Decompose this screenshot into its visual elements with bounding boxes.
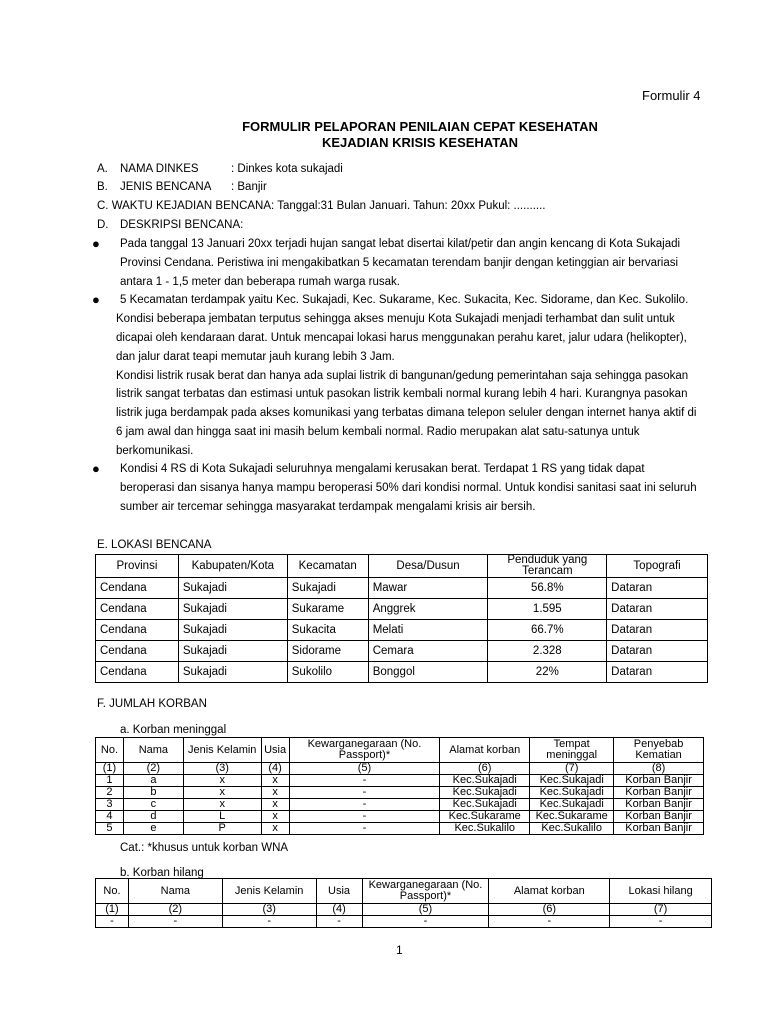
table-cell: 2 [96,787,124,799]
table-cell: - [289,775,440,787]
field-c-line: C. WAKTU KEJADIAN BENCANA: Tanggal:31 Bulan Januari. Tahun: 20xx Pukul: .......... [97,200,546,212]
table-header-row [96,555,708,578]
table-cell: Anggrek [368,599,488,620]
description-line: Pada tanggal 13 Januari 20xx terjadi hujan sangat lebat disertai kilat/petir dan angin kencang di Kota Sukajadi [120,238,681,250]
column-header: Nama [128,879,222,904]
korban-meninggal-label: a. Korban meninggal [120,724,227,736]
table-cell: Kec.Sukajadi [530,775,614,787]
table-row [96,641,708,662]
column-header: Tempat meninggal [530,738,614,763]
table-cell: (7) [530,763,614,775]
table-cell: b [123,787,183,799]
korban-hilang-table [95,878,712,928]
column-header: Usia [316,879,362,904]
table-cell: x [183,799,261,811]
column-header: Kewarganegaraan (No. Passport)* [289,738,440,763]
table-cell: Bonggol [368,662,488,683]
page-title: FORMULIR PELAPORAN PENILAIAN CEPAT KESEHATAN [242,119,598,134]
table-cell: Dataran [607,641,708,662]
description-line: 6 jam awal dan hingga saat ini masih belum kembali normal. Radio merupakan alat satu-satunya untuk [116,426,640,438]
korban-hilang-label: b. Korban hilang [120,867,204,879]
bullet-icon: ● [92,292,100,307]
section-heading-lokasi: E. LOKASI BENCANA [97,539,212,551]
table-cell: (6) [440,763,530,775]
bullet-icon: ● [92,461,100,476]
table-cell: - [489,916,610,928]
table-cell: - [316,916,362,928]
field-a-value: : Dinkes kota sukajadi [231,163,343,175]
column-header: Alamat korban [489,879,610,904]
table-number-row [96,904,712,916]
table-cell: - [222,916,316,928]
table-cell: - [362,916,489,928]
description-line: Provinsi Cendana. Peristiwa ini mengakibatkan 5 kecamatan terendam banjir dengan ketinggian air bervariasi [120,257,679,269]
description-line: listrik sangat terbatas dan estimasi untuk pasokan listrik kembali normal kurang lebih 4 hari. Kurangnya pasokan [116,388,688,400]
table-cell: Korban Banjir [614,775,704,787]
table-cell: Sukajadi [178,599,287,620]
table-cell: (4) [316,904,362,916]
table-cell: - [610,916,712,928]
table-cell: x [183,775,261,787]
table-cell: - [289,811,440,823]
column-header: Topografi [607,555,708,578]
column-header: Kabupaten/Kota [178,555,287,578]
table-cell: Kec.Sukajadi [530,787,614,799]
column-header: Kecamatan [287,555,368,578]
table-cell: Sukacita [287,620,368,641]
table-cell: c [123,799,183,811]
table-row [96,787,704,799]
column-header: Desa/Dusun [368,555,488,578]
description-line: antara 1 - 1,5 meter dan beberapa rumah warga rusak. [120,276,400,288]
table-cell: Cendana [96,641,179,662]
table-cell: a [123,775,183,787]
column-header: Provinsi [96,555,179,578]
table-cell: Korban Banjir [614,811,704,823]
field-b-letter: B. [97,181,108,193]
table-row [96,578,708,599]
table-cell: (2) [123,763,183,775]
table-cell: P [183,823,261,835]
table-cell: Sukajadi [178,578,287,599]
table-cell: 4 [96,811,124,823]
description-line: dicapai oleh kendaraan darat. Untuk mencapai lokasi harus menggunakan perahu karet, jalur udara (helikopter), [116,332,687,344]
table-row [96,811,704,823]
table-cell: Cendana [96,662,179,683]
table-cell: 5 [96,823,124,835]
table-cell: 3 [96,799,124,811]
table-cell: Sukajadi [178,662,287,683]
table-cell: (5) [289,763,440,775]
page-number: 1 [396,943,403,957]
page-subtitle: KEJADIAN KRISIS KESEHATAN [322,135,518,150]
table-number-row [96,763,704,775]
table-header-row [96,738,704,763]
table-cell: (8) [614,763,704,775]
table-cell: Sidorame [287,641,368,662]
table-row [96,823,704,835]
description-line: dan jalur darat teapi memutar jauh kurang lebih 3 Jam. [116,351,395,363]
table-cell: Dataran [607,599,708,620]
field-d-letter: D. [97,219,109,231]
column-header: Jenis Kelamin [222,879,316,904]
table-cell: Sukajadi [178,641,287,662]
table-row [96,662,708,683]
table-cell: 56.8% [488,578,607,599]
lokasi-table [95,554,708,683]
table-row [96,916,712,928]
table-cell: Korban Banjir [614,799,704,811]
description-line: sumber air tercemar sehingga masyarakat terdampak mengalami krisis air bersih. [120,501,536,513]
table-cell: Kec.Sukalilo [530,823,614,835]
table-row [96,775,704,787]
table-cell: Cendana [96,599,179,620]
table-cell: - [96,916,129,928]
korban-note: Cat.: *khusus untuk korban WNA [120,842,289,854]
column-header: No. [96,879,129,904]
description-line: listrik juga berdampak pada akses komunikasi yang terbatas dimana telepon seluler dengan internet hanya aktif di [116,407,697,419]
table-cell: Cemara [368,641,488,662]
description-line: Kondisi listrik rusak berat dan hanya ada suplai listrik di bangunan/gedung pemerintahan saja sehingga pasokan [116,370,689,382]
table-cell: Melati [368,620,488,641]
table-cell: x [261,787,289,799]
korban-meninggal-table [95,737,704,835]
table-cell: Dataran [607,620,708,641]
description-line: Kondisi 4 RS di Kota Sukajadi seluruhnya mengalami kerusakan berat. Terdapat 1 RS yang tidak dapat [120,463,645,475]
table-cell: Sukajadi [178,620,287,641]
section-heading-korban: F. JUMLAH KORBAN [97,698,207,710]
table-cell: e [123,823,183,835]
table-cell: Kec.Sukajadi [440,787,530,799]
table-cell: Kec.Sukarame [530,811,614,823]
table-cell: d [123,811,183,823]
column-header: Jenis Kelamin [183,738,261,763]
table-cell: (1) [96,904,129,916]
table-row [96,620,708,641]
table-cell: Korban Banjir [614,823,704,835]
table-cell: - [128,916,222,928]
table-row [96,599,708,620]
field-b-label: JENIS BENCANA [120,181,212,193]
table-cell: (3) [222,904,316,916]
table-cell: 66.7% [488,620,607,641]
field-a-label: NAMA DINKES [120,163,199,175]
description-line: 5 Kecamatan terdampak yaitu Kec. Sukajadi, Kec. Sukarame, Kec. Sukacita, Kec. Sidorame, dan Kec. Sukolilo. [120,294,689,306]
description-line: beroperasi dan sisanya hanya mampu beroperasi 50% dari kondisi normal. Untuk kondisi sanitasi saat ini seluruh [120,482,697,494]
table-cell: Kec.Sukajadi [530,799,614,811]
field-d-label: DESKRIPSI BENCANA: [120,219,244,231]
column-header: Lokasi hilang [610,879,712,904]
table-cell: Korban Banjir [614,787,704,799]
table-cell: (3) [183,763,261,775]
column-header: Penyebab Kematian [614,738,704,763]
table-cell: 1 [96,775,124,787]
field-b-value: : Banjir [231,181,267,193]
form-number: Formulir 4 [642,88,701,103]
description-line: berkomunikasi. [116,445,194,457]
table-header-row [96,879,712,904]
table-cell: x [261,823,289,835]
table-cell: x [261,775,289,787]
description-line: Kondisi beberapa jembatan terputus sehingga akses menuju Kota Sukajadi menjadi terhambat dan sulit untuk [116,313,675,325]
table-cell: Kec.Sukajadi [440,799,530,811]
table-cell: Cendana [96,620,179,641]
table-cell: Sukolilo [287,662,368,683]
column-header: Nama [123,738,183,763]
table-cell: Dataran [607,578,708,599]
table-cell: L [183,811,261,823]
column-header: No. [96,738,124,763]
table-cell: 22% [488,662,607,683]
table-cell: Kec.Sukarame [440,811,530,823]
table-row [96,799,704,811]
table-cell: Sukajadi [287,578,368,599]
table-cell: (7) [610,904,712,916]
column-header: Penduduk yang Terancam [488,555,607,578]
table-cell: Kec.Sukalilo [440,823,530,835]
table-cell: x [261,799,289,811]
column-header: Kewarganegaraan (No. Passport)* [362,879,489,904]
bullet-icon: ● [92,236,100,251]
table-cell: Sukarame [287,599,368,620]
table-cell: Cendana [96,578,179,599]
table-cell: (1) [96,763,124,775]
table-cell: 2.328 [488,641,607,662]
table-cell: (2) [128,904,222,916]
table-cell: 1.595 [488,599,607,620]
field-a-letter: A. [97,163,108,175]
table-cell: Kec.Sukajadi [440,775,530,787]
table-cell: Dataran [607,662,708,683]
table-cell: (5) [362,904,489,916]
table-cell: (6) [489,904,610,916]
table-cell: x [183,787,261,799]
table-cell: (4) [261,763,289,775]
table-cell: x [261,811,289,823]
table-cell: - [289,787,440,799]
column-header: Usia [261,738,289,763]
table-cell: Mawar [368,578,488,599]
column-header: Alamat korban [440,738,530,763]
table-cell: - [289,799,440,811]
table-cell: - [289,823,440,835]
